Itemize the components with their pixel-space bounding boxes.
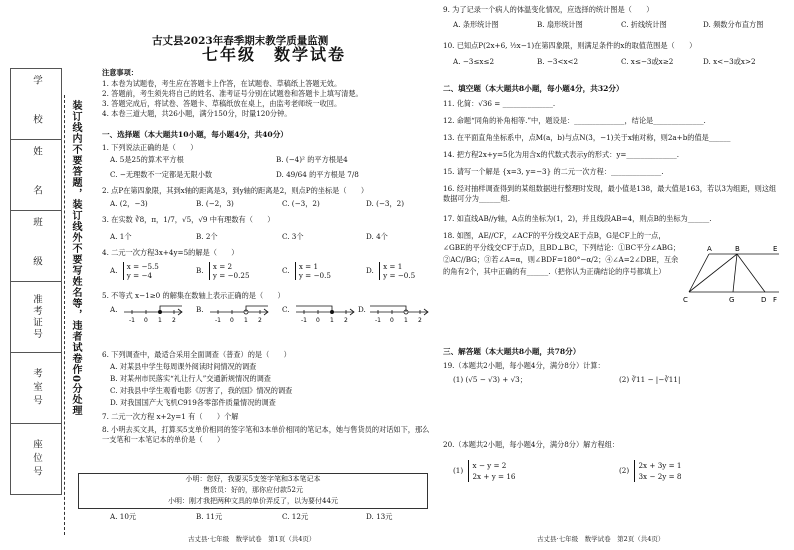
warning-text: 装订线内不要答题，装订线外不要写姓名等，违者试卷作0分处理 bbox=[70, 100, 81, 416]
q9-option-b: B. 扇形统计图 bbox=[537, 20, 583, 29]
q20-part-1 bbox=[453, 460, 516, 482]
svg-text:0: 0 bbox=[230, 317, 234, 324]
question-3: 3. 在实数 ∛8，π，1/7，√5，√9 中有理数有（ ） bbox=[102, 215, 275, 224]
question-12: 12. 命题“同角的补角相等.”中，题设是：______________，结论是______________. bbox=[443, 116, 706, 125]
svg-text:1: 1 bbox=[330, 317, 334, 324]
part-label: (2) bbox=[619, 466, 630, 475]
eq-line: x = 1 bbox=[298, 262, 319, 271]
option-letter: A. bbox=[110, 266, 118, 275]
eq-line: 2x + y = 16 bbox=[472, 472, 516, 481]
svg-text:1: 1 bbox=[158, 317, 162, 324]
q6-option-a: A. 对某县中学生每周课外阅读时间情况的调查 bbox=[110, 362, 257, 371]
field-school bbox=[11, 69, 61, 140]
option-letter: D. bbox=[366, 266, 374, 275]
q10-option-a: A. −3≤x≤2 bbox=[453, 57, 495, 66]
q2-option-a: A. (2，−3) bbox=[110, 199, 148, 208]
svg-text:G: G bbox=[729, 296, 735, 304]
q10-option-c: C. x≤−3或x≥2 bbox=[621, 57, 674, 66]
field-label: 考室号 bbox=[31, 367, 42, 409]
student-info-box bbox=[10, 68, 62, 495]
note-item: 3. 答题完成后，将试卷、答题卡、草稿纸放在桌上，由监考老师统一收回。 bbox=[102, 99, 342, 108]
option-letter: C. bbox=[282, 266, 290, 275]
q9-option-a: A. 条形统计图 bbox=[453, 20, 499, 29]
field-exam-number bbox=[11, 282, 61, 353]
svg-text:A: A bbox=[707, 245, 712, 253]
question-1: 1. 下列说法正确的是（ ） bbox=[102, 143, 198, 152]
exam-header-line1: 古丈县2023年春季期末教学质量监测 bbox=[152, 35, 329, 47]
question-15: 15. 请写一个解是 {x=3, y=−3} 的二元一次方程：______________. bbox=[443, 167, 664, 176]
eq-line: x = −5.5 bbox=[126, 262, 159, 271]
notes-title: 注意事项： bbox=[102, 68, 138, 77]
footer-left: 古丈县·七年级 数学试卷 第1页（共4页） bbox=[188, 535, 316, 543]
section1-title: 一、选择题（本大题共10小题，每小题4分，共40分） bbox=[102, 130, 288, 139]
svg-text:1: 1 bbox=[404, 317, 408, 324]
q8-option-c: C. 12元 bbox=[282, 512, 309, 521]
question-20: 20.（本题共2小题，每小题4分，满分8分）解方程组： bbox=[443, 440, 620, 449]
question-8: 8. 小明去买文具，打算买5支单价相同的签字笔和3本单价相同的笔记本，她与售货员的对话如下，那么一支笔和一本笔记本的单价是（ ） bbox=[102, 425, 430, 445]
eq-line: 3x − 2y = 8 bbox=[638, 472, 682, 481]
eq-line: y = −4 bbox=[126, 271, 153, 280]
note-item: 1. 本卷为试题卷，考生应在答题卡上作答，在试题卷、草稿纸上答题无效。 bbox=[102, 79, 342, 88]
svg-text:-1: -1 bbox=[215, 317, 221, 324]
note-item: 2. 答题前，考生须先将自己的姓名、准考证号分别在试题卷和答题卡上填写清楚。 bbox=[102, 89, 363, 98]
q6-option-b: B. 对某州市民落实“礼让行人”交通新规情况的调查 bbox=[110, 374, 271, 383]
svg-text:0: 0 bbox=[390, 317, 394, 324]
q8-option-b: B. 11元 bbox=[196, 512, 223, 521]
question-13: 13. 在平面直角坐标系中，点M(a，b)与点N(3，−1)关于x轴对称，则2a+b的值是______ bbox=[443, 133, 731, 142]
eq-line: y = −0.5 bbox=[383, 271, 416, 280]
svg-text:0: 0 bbox=[144, 317, 148, 324]
binding-warning bbox=[67, 100, 83, 416]
option-letter: C. bbox=[282, 305, 290, 314]
svg-text:2: 2 bbox=[172, 317, 176, 324]
svg-text:C: C bbox=[683, 296, 688, 304]
dialog-line: 小明：刚才我把两种文具的单价弄反了，以为要付44元 bbox=[168, 497, 338, 505]
svg-text:-1: -1 bbox=[301, 317, 307, 324]
q8-option-a: A. 10元 bbox=[110, 512, 137, 521]
field-exam-room bbox=[11, 353, 61, 424]
q8-option-d: D. 13元 bbox=[366, 512, 393, 521]
question-14: 14. 把方程2x+y=5化为用含x的代数式表示y的形式：y=______________. bbox=[443, 150, 680, 159]
eq-line: y = −0.25 bbox=[212, 271, 250, 280]
option-letter: D. bbox=[358, 305, 366, 314]
option-letter: A. bbox=[110, 305, 118, 314]
svg-text:2: 2 bbox=[418, 317, 422, 324]
svg-text:1: 1 bbox=[244, 317, 248, 324]
eq-line: 2x + 3y = 1 bbox=[638, 461, 682, 470]
binding-strip bbox=[0, 0, 100, 550]
question-10: 10. 已知点P(2x+6, ½x−1)在第四象限，则满足条件的x的取值范围是（ ） bbox=[443, 41, 697, 50]
field-name bbox=[11, 140, 61, 211]
q6-option-c: C. 对我县中学生观看电影《厉害了，我的国》情况的调查 bbox=[110, 386, 293, 395]
q9-option-d: D. 频数分布直方图 bbox=[703, 20, 764, 29]
dialog-line: 售货员：好的，那你应付款52元 bbox=[203, 486, 303, 494]
q9-option-c: C. 折线统计图 bbox=[621, 20, 667, 29]
question-17: 17. 如直线AB//y轴，A点的坐标为(1，2)，并且线段AB=4，则点B的坐标为______. bbox=[443, 214, 712, 223]
q10-option-b: B. −3<x<2 bbox=[537, 57, 579, 66]
q3-option-a: A. 1个 bbox=[110, 232, 132, 241]
note-item: 4. 本卷三道大题，共26小题，满分150分，时量120分钟。 bbox=[102, 109, 292, 118]
question-18: 18. 如图，AE//CF，∠ACF的平分线交AE于点B，G是CF上的一点，∠GBE的平分线交CF于点D，且BD⊥BC，下列结论：①BC平分∠ABG；②AC//BG；③若∠A=α，则∠BDF=180°−α/2；④∠A=2∠DBE，互余的角有2个，其中正确的有______.（把你认为正确结论的序号都填上） bbox=[443, 231, 681, 276]
field-label: 准考证号 bbox=[31, 294, 42, 340]
q20-part-2 bbox=[619, 460, 682, 482]
q2-option-c: C. (−3，2) bbox=[282, 199, 320, 208]
question-5: 5. 不等式 x−1≥0 的解集在数轴上表示正确的是（ ） bbox=[102, 291, 285, 300]
q1-option-a: A. 5是25的算术平方根 bbox=[110, 155, 184, 164]
cut-line bbox=[64, 95, 65, 535]
dialog-line: 小明：您好，我要买5支签字笔和3本笔记本 bbox=[185, 475, 321, 483]
eq-line: x = 2 bbox=[212, 262, 233, 271]
question-9: 9. 为了记录一个病人的体温变化情况，应选择的统计图是（ ） bbox=[443, 5, 654, 14]
q10-option-d: D. x<−3或x>2 bbox=[703, 57, 756, 66]
q19-part-1: (1) (√5 − √3) + √3； bbox=[453, 375, 527, 384]
question-4: 4. 二元一次方程3x+4y=5的解是（ ） bbox=[102, 248, 239, 257]
question-16: 16. 经对抽样调查得到的某组数据进行整理时发现，最小值是138，最大值是163，若以3为组距，则这组数据可分为______组. bbox=[443, 184, 777, 204]
question-19: 19.（本题共2小题，每小题4分，满分8分）计算： bbox=[443, 361, 605, 370]
question-2: 2. 点P在第四象限，其到x轴的距离是3，到y轴的距离是2，则点P的坐标是（ ） bbox=[102, 186, 369, 195]
svg-text:F: F bbox=[773, 296, 778, 304]
q19-part-2: (2) ∛11 − |−∛11| bbox=[619, 375, 681, 384]
svg-text:2: 2 bbox=[344, 317, 348, 324]
question-6: 6. 下列调查中，最适合采用全面调查（普查）的是（ ） bbox=[102, 350, 291, 359]
svg-text:B: B bbox=[735, 245, 740, 253]
eq-line: y = −0.5 bbox=[298, 271, 331, 280]
section3-title: 三、解答题（本大题共8小题，共78分） bbox=[443, 347, 581, 356]
svg-text:2: 2 bbox=[258, 317, 262, 324]
q1-option-d: D. 49/64 的平方根是 7/8 bbox=[276, 170, 359, 179]
left-page-bottom bbox=[90, 0, 430, 550]
q1-option-b: B. (−4)² 的平方根是4 bbox=[276, 155, 348, 164]
svg-text:D: D bbox=[761, 296, 767, 304]
field-label: 班 级 bbox=[31, 216, 42, 276]
option-letter: B. bbox=[196, 305, 204, 314]
option-letter: B. bbox=[196, 266, 204, 275]
field-seat bbox=[11, 424, 61, 494]
q2-option-b: B. (−2，3) bbox=[196, 199, 234, 208]
svg-text:E: E bbox=[773, 245, 778, 253]
svg-text:-1: -1 bbox=[129, 317, 135, 324]
eq-line: x = 1 bbox=[383, 262, 403, 271]
geometry-figure bbox=[683, 244, 783, 308]
footer-right: 古丈县·七年级 数学试卷 第2页（共4页） bbox=[537, 535, 665, 543]
q3-option-d: D. 4个 bbox=[366, 232, 388, 241]
section2-title: 二、填空题（本大题共8小题，每小题4分，共32分） bbox=[443, 84, 624, 93]
part-label: (1) bbox=[453, 466, 464, 475]
svg-text:0: 0 bbox=[316, 317, 320, 324]
field-class bbox=[11, 211, 61, 282]
field-label: 座位号 bbox=[31, 438, 42, 480]
q1-option-c: C. −无理数不一定都是无限小数 bbox=[110, 170, 213, 179]
q6-option-d: D. 对我国国产大飞机C919各零部件质量情况的调查 bbox=[110, 398, 276, 407]
field-label: 姓 名 bbox=[31, 145, 42, 205]
eq-line: x − y = 2 bbox=[472, 461, 507, 470]
q3-option-c: C. 3个 bbox=[282, 232, 304, 241]
question-11: 11. 化简：√36 = ______________. bbox=[443, 99, 556, 108]
q2-option-d: D. (−3，2) bbox=[366, 199, 405, 208]
q3-option-b: B. 2个 bbox=[196, 232, 218, 241]
right-page bbox=[443, 0, 788, 550]
svg-text:-1: -1 bbox=[375, 317, 381, 324]
field-label: 学 校 bbox=[31, 74, 42, 134]
question-7: 7. 二元一次方程 x+2y=1 有（ ）个解 bbox=[102, 412, 239, 421]
exam-title: 七年级 数学试卷 bbox=[202, 45, 347, 64]
